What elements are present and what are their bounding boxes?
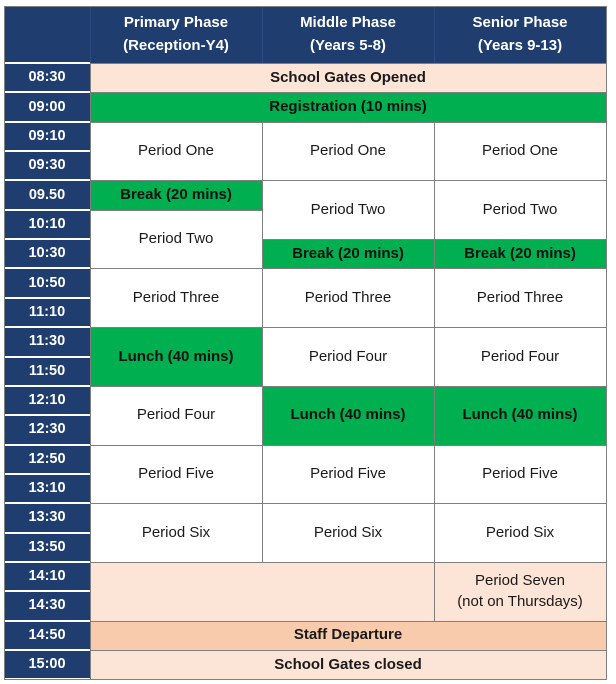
- time-slot: 13:10: [4, 474, 90, 503]
- senior-period-five: Period Five: [434, 445, 606, 504]
- time-slot: 11:30: [4, 327, 90, 356]
- primary-period-one: Period One: [90, 122, 262, 181]
- time-row-separator: [4, 121, 90, 123]
- time-row-separator: [4, 678, 90, 680]
- middle-period-one: Period One: [262, 122, 434, 181]
- middle-period-three: Period Three: [262, 268, 434, 327]
- header-divider: [90, 6, 91, 63]
- primary-middle-free: [90, 562, 434, 621]
- time-slot: 13:30: [4, 503, 90, 532]
- time-row-separator: [4, 297, 90, 299]
- time-slot: 14:50: [4, 621, 90, 650]
- school-day-timetable: [4, 6, 606, 676]
- time-row-separator: [4, 356, 90, 358]
- header-primary-line2: (Reception-Y4): [123, 36, 229, 54]
- gates-closed: School Gates closed: [90, 650, 606, 679]
- senior-lunch: Lunch (40 mins): [434, 386, 606, 445]
- time-row-separator: [4, 209, 90, 211]
- time-row-separator: [4, 590, 90, 592]
- corner-header-cell: [4, 6, 90, 63]
- header-primary-line1: Primary Phase: [123, 14, 229, 31]
- time-slot: 12:50: [4, 445, 90, 474]
- time-slot: 14:10: [4, 562, 90, 591]
- middle-period-five: Period Five: [262, 445, 434, 504]
- time-row-separator: [4, 649, 90, 651]
- primary-period-three: Period Three: [90, 268, 262, 327]
- header-middle-line1: Middle Phase: [300, 14, 396, 31]
- time-slot: 13:50: [4, 533, 90, 562]
- time-slot: 09:30: [4, 151, 90, 180]
- header-middle-phase: [262, 6, 434, 63]
- middle-break: Break (20 mins): [262, 239, 434, 268]
- senior-period-seven: Period Seven (not on Thursdays): [434, 562, 606, 621]
- header-primary-phase: [90, 6, 262, 63]
- time-row-separator: [4, 620, 90, 622]
- senior-period-two: Period Two: [434, 180, 606, 239]
- time-slot: 11:10: [4, 298, 90, 327]
- time-slot: 09:10: [4, 122, 90, 151]
- time-row-separator: [4, 561, 90, 563]
- senior-period-one: Period One: [434, 122, 606, 181]
- time-row-separator: [4, 267, 90, 269]
- time-slot: 12:10: [4, 386, 90, 415]
- time-slot: 12:30: [4, 415, 90, 444]
- primary-break: Break (20 mins): [90, 180, 262, 209]
- time-slot: 10:10: [4, 210, 90, 239]
- time-slot: 09:00: [4, 92, 90, 121]
- time-row-separator: [4, 385, 90, 387]
- time-slot: 11:50: [4, 357, 90, 386]
- header-senior-line2: (Years 9-13): [477, 36, 563, 54]
- time-slot: 09.50: [4, 180, 90, 209]
- senior-period-three: Period Three: [434, 268, 606, 327]
- time-row-separator: [4, 502, 90, 504]
- time-row-separator: [4, 238, 90, 240]
- middle-period-two: Period Two: [262, 180, 434, 239]
- staff-departure: Staff Departure: [90, 621, 606, 650]
- time-slot: 15:00: [4, 650, 90, 679]
- primary-period-four: Period Four: [90, 386, 262, 445]
- time-row-separator: [4, 91, 90, 93]
- senior-break: Break (20 mins): [434, 239, 606, 268]
- time-slot: 10:50: [4, 268, 90, 297]
- time-row-separator: [4, 414, 90, 416]
- time-slot: 14:30: [4, 591, 90, 620]
- time-row-separator: [4, 62, 90, 64]
- header-middle-line2: (Years 5-8): [310, 36, 386, 54]
- time-row-separator: [4, 326, 90, 328]
- time-slot: 10:30: [4, 239, 90, 268]
- middle-lunch: Lunch (40 mins): [262, 386, 434, 445]
- time-slot: 08:30: [4, 63, 90, 92]
- header-divider: [434, 6, 435, 63]
- time-row-separator: [4, 532, 90, 534]
- primary-period-six: Period Six: [90, 503, 262, 562]
- senior-period-six: Period Six: [434, 503, 606, 562]
- gates-opened: School Gates Opened: [90, 63, 606, 92]
- time-row-separator: [4, 179, 90, 181]
- middle-period-six: Period Six: [262, 503, 434, 562]
- middle-period-four: Period Four: [262, 327, 434, 386]
- header-senior-phase: [434, 6, 606, 63]
- registration: Registration (10 mins): [90, 92, 606, 121]
- time-row-separator: [4, 444, 90, 446]
- time-row-separator: [4, 473, 90, 475]
- senior-period-four: Period Four: [434, 327, 606, 386]
- primary-period-five: Period Five: [90, 445, 262, 504]
- time-row-separator: [4, 150, 90, 152]
- primary-period-two: Period Two: [90, 210, 262, 269]
- header-senior-line1: Senior Phase: [472, 14, 568, 31]
- header-divider: [262, 6, 263, 63]
- primary-lunch: Lunch (40 mins): [90, 327, 262, 386]
